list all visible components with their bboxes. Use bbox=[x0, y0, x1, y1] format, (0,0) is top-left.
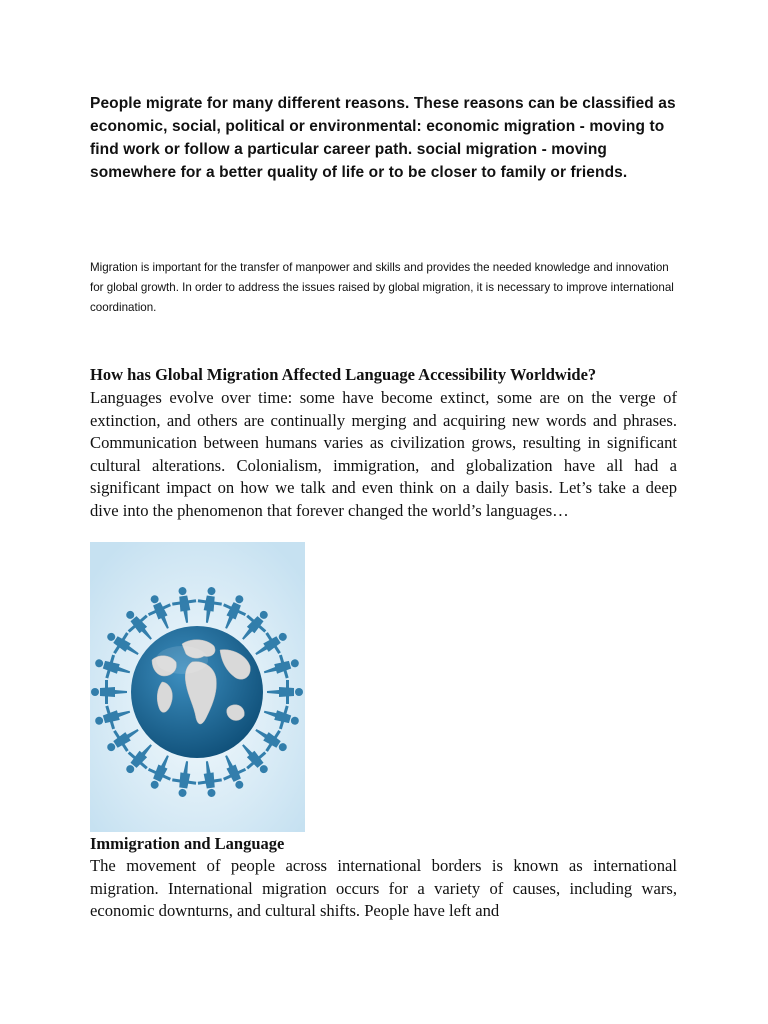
intro-paragraph: People migrate for many different reasons. These reasons can be classified as economic, social, political or environmental: economic migration - moving to find work or follow a particular career path. social migration - moving somewhere for a better quality of life or to be closer to family or friends. bbox=[90, 95, 676, 181]
migration-note-paragraph: Migration is important for the transfer of manpower and skills and provides the needed knowledge and innovation for global growth. In order to address the issues raised by global migration, it is necessary to improve international coordination. bbox=[90, 261, 674, 314]
section-heading-immigration-language: Immigration and Language bbox=[90, 834, 285, 853]
section-body-global-migration: Languages evolve over time: some have become extinct, some are on the verge of extinction, and others are continually merging and acquiring new words and phrases. Communication between humans varies as civilization grows, resulting in significant cultural alterations. Colonialism, immigration, and globalization have all had a significant impact on how we talk and even think on a daily basis. Let’s take a deep dive into the phenomenon that forever changed the world’s languages… bbox=[90, 388, 677, 520]
globe-illustration bbox=[90, 542, 305, 832]
section-heading-global-migration: How has Global Migration Affected Language Accessibility Worldwide? bbox=[90, 365, 597, 384]
globe-with-people-icon bbox=[90, 542, 305, 832]
section-body-immigration-language: The movement of people across international borders is known as international migration. International migration occurs for a variety of causes, including wars, economic downturns, and cultural shifts. People have left and bbox=[90, 856, 677, 921]
